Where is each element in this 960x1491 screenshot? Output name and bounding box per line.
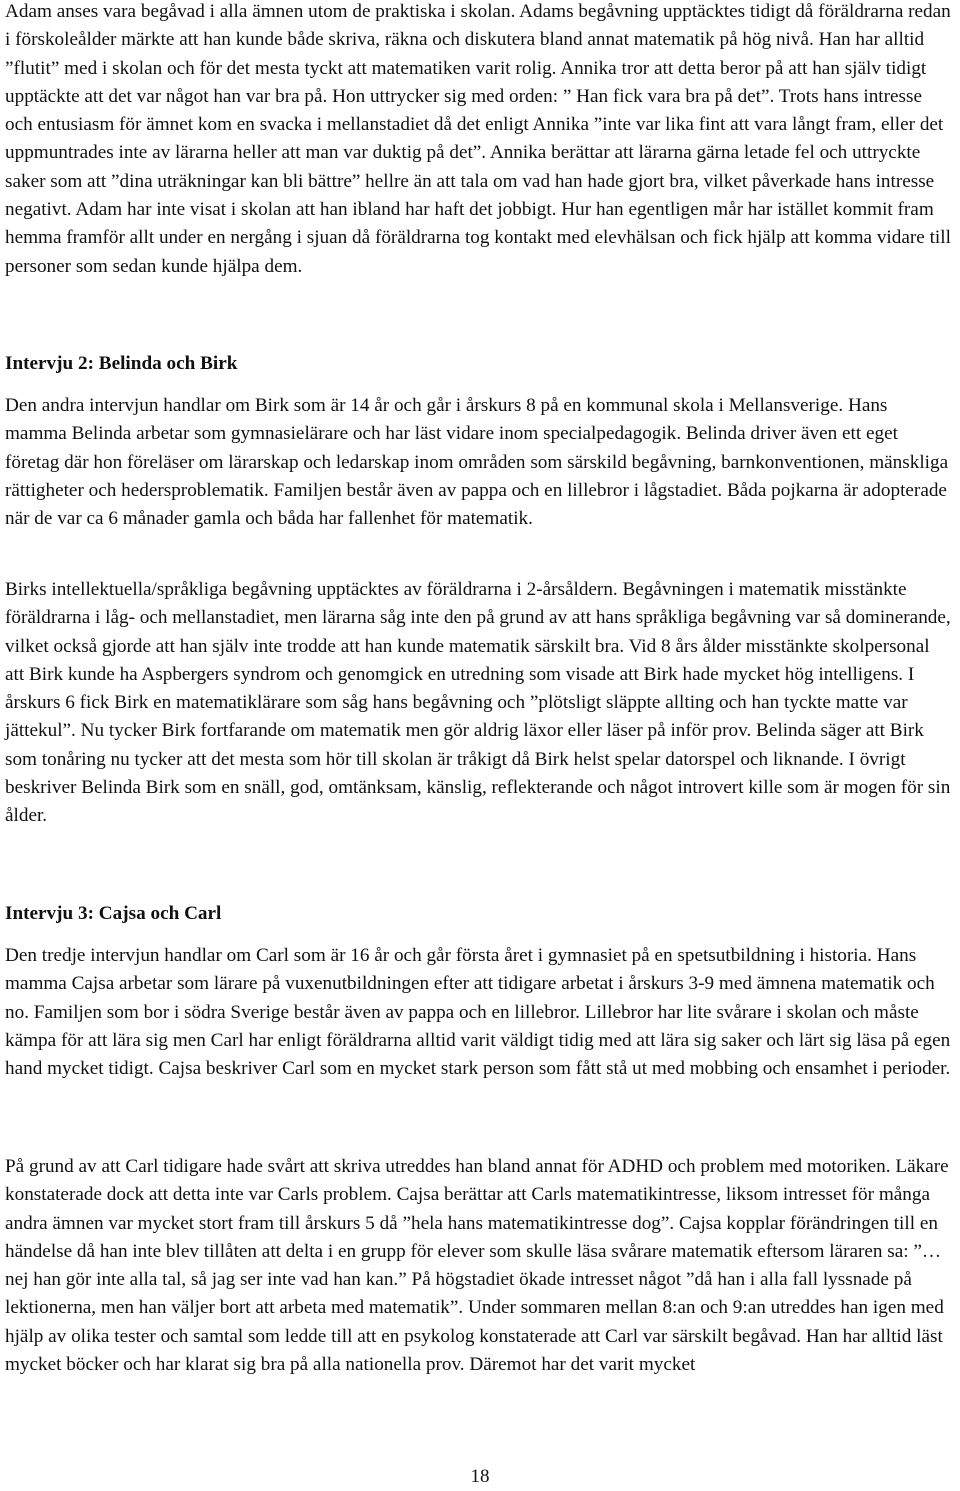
heading-interview-3: Intervju 3: Cajsa och Carl	[5, 903, 222, 924]
paragraph-adam: Adam anses vara begåvad i alla ämnen utom de praktiska i skolan. Adams begåvning upptäcktes tidigt då föräldrarna redan i förskoleålder märkte att han kunde både skriva, räkna och diskutera bland annat matematik på hög nivå. Han har alltid ”flutit” med i skolan och för det mesta tyckt att matematiken varit rolig. Annika tror att detta beror på att han själv tidigt upptäckte att det var något han var bra på. Hon uttrycker sig med orden: ” Han fick vara bra på det”. Trots hans intresse och entusiasm för ämnet kom en svacka i mellanstadiet då det enligt Annika ”inte var lika fint att vara långt fram, eller det uppmuntrades inte av lärarna heller att man var duktig på det”. Annika berättar att lärarna gärna letade fel och uttryckte saker som att ”dina uträkningar kan bli bättre” hellre än att tala om vad han hade gjort bra, vilket påverkade hans intresse negativt. Adam har inte visat i skolan att han ibland har haft det jobbigt. Hur han egentligen mår har istället kommit fram hemma framför allt under en nergång i sjuan då föräldrarna tog kontakt med elevhälsan och fick hjälp att komma vidare till personer som sedan kunde hjälpa dem.	[5, 1, 951, 277]
page-number: 18	[470, 1466, 490, 1487]
paragraph-carl-details: På grund av att Carl tidigare hade svårt att skriva utreddes han bland annat för ADHD och problem med motoriken. Läkare konstaterade dock att detta inte var Carls problem. Cajsa berättar att Carls matematikintresse, liksom intresset för många andra ämnen var mycket stort fram till årskurs 5 då ”hela hans matematikintresse dog”. Cajsa kopplar förändringen till en händelse då han inte blev tillåten att delta i en grupp för elever som skulle läsa svårare matematik eftersom läraren sa: ”… nej han gör inte alla tal, så jag ser inte vad han kan.” På högstadiet ökade intresset något ”då han i alla fall lyssnade på lektionerna, men han väljer bort att arbeta med matematik”. Under sommaren mellan 8:an och 9:an utreddes han igen med hjälp av olika tester och samtal som ledde till att en psykolog konstaterade att Carl var särskilt begåvad. Han har alltid läst mycket böcker och har klarat sig bra på alla nationella prov. Däremot har det varit mycket	[5, 1156, 949, 1376]
paragraph-birk-intro: Den andra intervjun handlar om Birk som är 14 år och går i årskurs 8 på en kommunal skola i Mellansverige. Hans mamma Belinda arbetar som gymnasielärare och har läst vidare inom specialpedagogik. Belinda driver även ett eget företag där hon föreläser om lärarskap och ledarskap inom områden som särskild begåvning, barnkonventionen, mänskliga rättigheter och hedersproblematik. Familjen består även av pappa och en lillebror i lågstadiet. Båda pojkarna är adopterade när de var ca 6 månader gamla och båda har fallenhet för matematik.	[5, 395, 949, 530]
paragraph-birk-details: Birks intellektuella/språkliga begåvning upptäcktes av föräldrarna i 2-årsåldern. Begåvningen i matematik misstänkte föräldrarna i låg- och mellanstadiet, men lärarna såg inte den på grund av att hans språkliga begåvning var så dominerande, vilket också gjorde att han själv inte trodde att han kunde matematik särskilt bra. Vid 8 års ålder misstänkte skolpersonal att Birk kunde ha Aspbergers syndrom och genomgick en utredning som visade att Birk hade mycket hög intelligens. I årskurs 6 fick Birk en matematiklärare som såg hans begåvning och ”plötsligt släppte allting och han tyckte matte var jättekul”. Nu tycker Birk fortfarande om matematik men gör aldrig läxor eller läser på inför prov. Belinda säger att Birk som tonåring nu tycker att det mesta som hör till skolan är tråkigt då Birk helst spelar datorspel och liknande. I övrigt beskriver Belinda Birk som en snäll, god, omtänksam, känslig, reflekterande och något introvert kille som är mogen för sin ålder.	[5, 579, 951, 827]
paragraph-carl-intro: Den tredje intervjun handlar om Carl som är 16 år och går första året i gymnasiet på en spetsutbildning i historia. Hans mamma Cajsa arbetar som lärare på vuxenutbildningen efter att tidigare arbetat i årskurs 3-9 med ämnena matematik och no. Familjen som bor i södra Sverige består även av pappa och en lillebror. Lillebror har lite svårare i skolan och måste kämpa för att lära sig men Carl har enligt föräldrarna alltid varit väldigt tidig med att lära sig saker och lärt sig läsa på egen hand mycket tidigt. Cajsa beskriver Carl som en mycket stark person som fått stå ut med mobbing och ensamhet i perioder.	[5, 945, 951, 1080]
heading-interview-2: Intervju 2: Belinda och Birk	[5, 353, 238, 374]
